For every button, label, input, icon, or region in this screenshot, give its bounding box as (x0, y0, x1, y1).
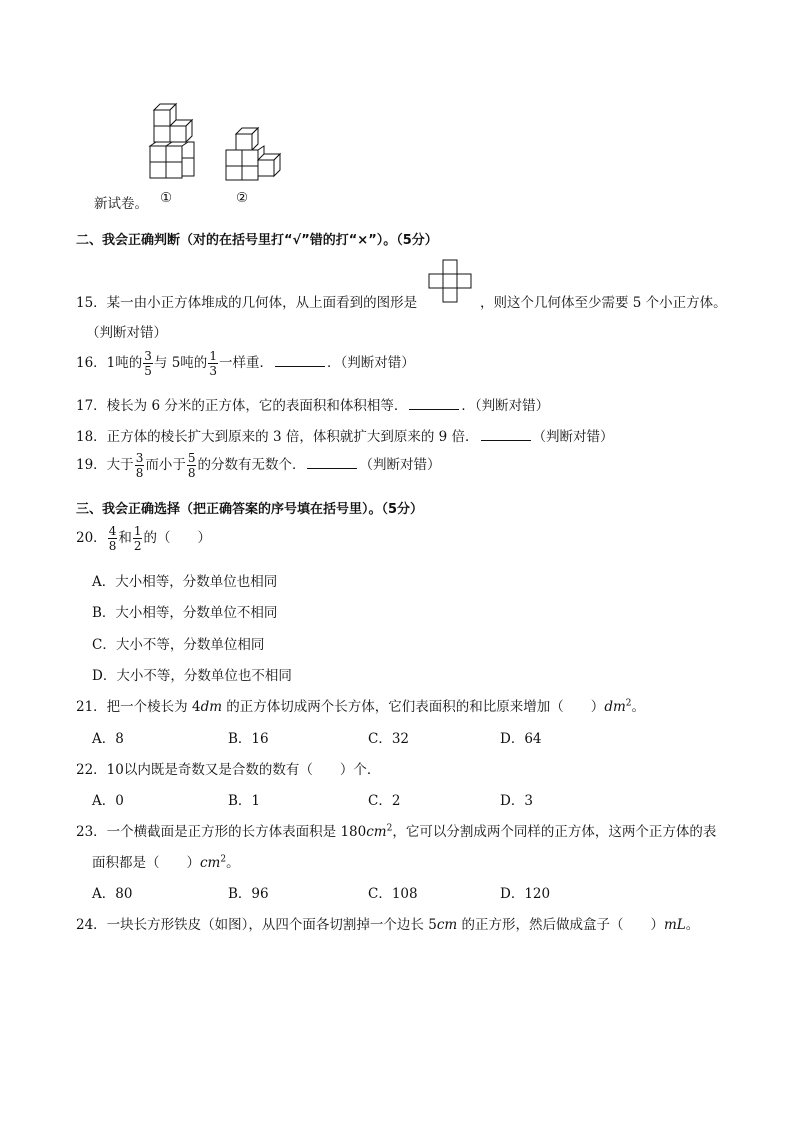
figure-2-label: ② (236, 190, 249, 206)
question-24: 24．一块长方形铁皮（如图），从四个面各切割掉一个边长 5cm 的正方形，然后做成盒子（ ）mL。 (76, 917, 700, 933)
question-16: 16．1吨的 $\frac{3}{5}$ 与 5吨的 $\frac{1}{3}$ 一样重． ．（判断对错） (76, 349, 415, 378)
question-23: 23．一个横截面是正方形的长方体表面积是 $180cm^2$，它可以分割成两个同样的正方体，这两个正方体的表 (76, 823, 717, 840)
option-21-a[interactable]: A．8 (92, 731, 124, 747)
question-15-rest: ，则这个几何体至少需要 5 个小正方体。 (480, 295, 727, 311)
option-22-c[interactable]: C．2 (368, 793, 401, 809)
option-20-d[interactable]: D．大小不等，分数单位也不相同 (92, 668, 292, 684)
question-23-line-2: 面积都是（ ）$cm^2$。 (92, 854, 240, 871)
question-15-tail: （判断对错） (86, 325, 167, 341)
option-21-d[interactable]: D．64 (500, 731, 542, 747)
question-19: 19．大于 $\frac{3}{8}$ 而小于 $\frac{5}{8}$ 的分数有无数个． （判断对错） (76, 451, 441, 480)
section-3-heading: 三、我会正确选择（把正确答案的序号填在括号里）。（5分） (76, 502, 424, 517)
option-20-b[interactable]: B．大小相等，分数单位不相同 (92, 605, 278, 621)
option-23-c[interactable]: C．108 (368, 886, 418, 902)
cube-figure-2 (222, 120, 288, 184)
option-23-a[interactable]: A．80 (92, 886, 133, 902)
option-23-d[interactable]: D．120 (500, 886, 551, 902)
option-22-d[interactable]: D．3 (500, 793, 533, 809)
answer-blank-19[interactable] (307, 458, 357, 469)
question-15: 15．某一由小正方体堆成的几何体，从上面看到的图形是 (76, 295, 418, 311)
top-prefix-text: 新试卷。 (94, 196, 148, 212)
question-20: 20． $\frac{4}{8}$ 和 $\frac{1}{2}$ 的（ ） (76, 524, 211, 553)
question-18: 18．正方体的棱长扩大到原来的 3 倍，体积就扩大到原来的 9 倍． （判断对错） (76, 429, 614, 445)
section-2-heading: 二、我会正确判断（对的在括号里打“√”错的打“×”）。（5分） (76, 233, 438, 248)
question-17: 17．棱长为 6 分米的正方体，它的表面积和体积相等． ．（判断对错） (76, 398, 550, 414)
answer-blank-18[interactable] (481, 430, 531, 441)
cross-shape-icon (428, 259, 472, 303)
option-21-c[interactable]: C．32 (368, 731, 410, 747)
option-23-b[interactable]: B．96 (228, 886, 269, 902)
option-20-a[interactable]: A．大小相等，分数单位也相同 (92, 574, 278, 590)
question-21: 21．把一个棱长为 4dm 的正方体切成两个长方体，它们表面积的和比原来增加（ ）$dm^2$。 (76, 698, 645, 715)
figure-1-label: ① (160, 190, 173, 206)
option-20-c[interactable]: C．大小不等，分数单位相同 (92, 637, 265, 653)
option-22-a[interactable]: A．0 (92, 793, 124, 809)
answer-blank-16[interactable] (275, 356, 325, 367)
answer-blank-17[interactable] (409, 399, 459, 410)
option-21-b[interactable]: B．16 (228, 731, 269, 747)
cube-figure-1 (146, 100, 198, 184)
option-22-b[interactable]: B．1 (228, 793, 261, 809)
question-22: 22．10以内既是奇数又是合数的数有（ ）个． (76, 762, 381, 778)
